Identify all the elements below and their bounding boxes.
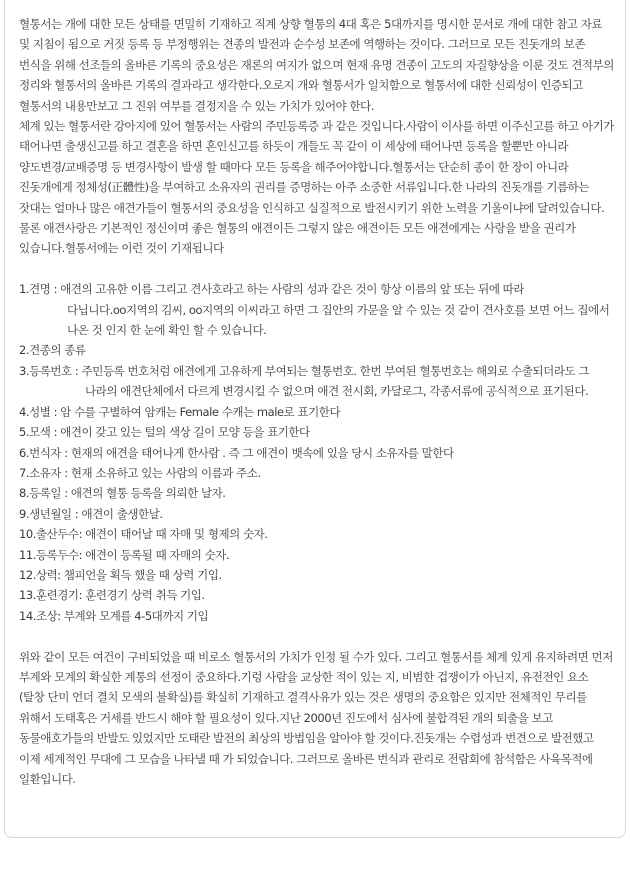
closing-paragraph: 위와 같이 모든 여건이 구비되었을 때 비로소 혈통서의 가치가 인정 될 수가 있다. 그리고 혈통서를 체계 있게 유지하려면 먼저 부계와 모계의 확실한 계통의 선정이 중요하다.기렁 사람을 교상한 적이 있는 지, 비범한 겁쟁이가 아닌지, 유전전인 요소 (탈창 단미 언더 결치 모색의 불확실)를 확실히 기재하고 결격사유가 있는 것은 생명의 중요함은 있지만 전체적인 무리를 위해서 도태혹은 거세를 반드시 해야 할 필요성이 있다.지난 2000년 진도에서 심사에 불합격된 개의 퇴출을 보고 동물애호가들의 반발도 있었지만 도태란 발전의 최상의 방법임을 알아야 할 것이다.진돗개는 수렵성과 번견으로 발전했고 이제 세계적인 무대에 그 모습을 나타낼 때 가 되었습니다. 그러므로 올바른 번식과 관리로 전람회에 참석함은 사육목적에 일환입니다.: [19, 649, 613, 786]
list-item: 14.조상: 부계와 모계를 4-5대까지 기입: [19, 608, 209, 623]
list-item-breed: 2.견종의 종류: [19, 343, 86, 358]
list-item-reg-number: 3.등록번호 : 주민등록 번호처럼 애견에게 고유하게 부여되는 혈통번호. 한번 부여된 혈통번호는 해외로 수출되더라도 그 나라의 애견단체에서 다르게 변경시킬 수 없으며 애견 전시회, 카달로그, 각종서류에 공식적으로 표기된다.: [19, 363, 590, 399]
list-item: 12.상력: 챔피언을 획득 했을 때 상력 기입.: [19, 567, 222, 582]
list-item: 10.출산두수: 애견이 태어날 때 자매 및 형제의 숫자.: [19, 527, 268, 542]
spacer: [19, 259, 615, 279]
intro-paragraph-1: 혈통서는 개에 대한 모든 상태를 면밀히 기재하고 직계 상향 혈통의 4대 혹은 5대까지를 명시한 문서로 개에 대한 참고 자료 및 지침이 됨으로 거짓 등록 등 부정행위는 견종의 발전과 순수성 보존에 역행하는 것이다. 그러므로 모든 진돗개의 보존 번식을 위해 선조들의 올바른 기록의 중요성은 재론의 여지가 없으며 현재 유명 견종이 고도의 자질향상을 이룬 것도 견적부의 정리와 혈통서의 올바른 기록의 결과라고 생각한다.오로지 개와 혈통서가 일치함으로 혈통서에 대한 신뢰성이 인증되고 혈통서의 내용만보고 그 진위 여부를 결정지을 수 있는 가치가 있어야 한다.: [19, 17, 614, 113]
spacer: [19, 626, 615, 646]
list-item: 7.소유자 : 현재 소유하고 있는 사람의 이름과 주소.: [19, 465, 261, 480]
list-item: 8.등록일 : 애견의 혈통 등록을 의뢰한 날자.: [19, 486, 226, 501]
list-item: 9.생년월일 : 애견이 출생한날.: [19, 506, 163, 521]
list-item-name: 1.견명 : 애견의 고유한 이름 그리고 견사호라고 하는 사람의 성과 같은 것이 항상 이름의 앞 또는 뒤에 따라 다닙니다.oo지역의 김씨, oo지역의 이씨라고 하면 그 집안의 가문을 알 수 있는 것 같이 견사호를 보면 어느 집에서 나온 것 인지 한 눈에 확인 할 수 있습니다.: [19, 282, 610, 338]
list-item: 5.모색 : 애견이 갖고 있는 털의 색상 길이 모양 등을 표기한다: [19, 425, 310, 440]
content-card: [4, 0, 626, 838]
list-item: 11.등록두수: 애견이 등록될 때 자매의 숫자.: [19, 547, 230, 562]
registration-item-list: [19, 279, 615, 626]
list-item: 13.훈련경기: 훈련경기 상력 취득 기입.: [19, 588, 205, 603]
intro-paragraph-2: 체계 있는 혈통서란 강아지에 있어 혈통서는 사람의 주민등록증 과 같은 것입니다.사람이 이사를 하면 이주신고를 하고 아기가 태어나면 출생신고를 하고 결혼을 하면 혼인신고를 하듯이 개들도 꼭 같이 이 세상에 태어나면 등록을 할뿐만 아니라 양도변경/교배증명 등 변경사항이 발생 할 때마다 모든 등록을 해주어야합니다.혈통서는 단순히 종이 한 장이 아니라 진돗개에게 정체성(正體性)을 부여하고 소유자의 권리를 증명하는 아주 소중한 서류입니다.한 나라의 진돗개를 기름하는 잣대는 얼마나 많은 애견가들이 혈통서의 중요성을 인식하고 실질적으로 발전시키기 위한 노력을 기울이냐에 달려있습니다. 물론 애견사랑은 기본적인 정신이며 좋은 혈통의 애견이든 그렇지 않은 애견이든 모든 애견에게는 사랑을 받을 권리가 있습니다.혈통서에는 이런 것이 기재됩니다: [19, 119, 614, 256]
list-item: 6.번식자 : 현재의 애견을 태어나게 한사람 . 즉 그 애견이 뱃속에 있을 당시 소유자를 말한다: [19, 445, 454, 460]
article-body: [19, 14, 615, 789]
list-item: 4.성별 : 암 수를 구별하여 암캐는 Female 수캐는 male로 표기한다: [19, 404, 341, 419]
